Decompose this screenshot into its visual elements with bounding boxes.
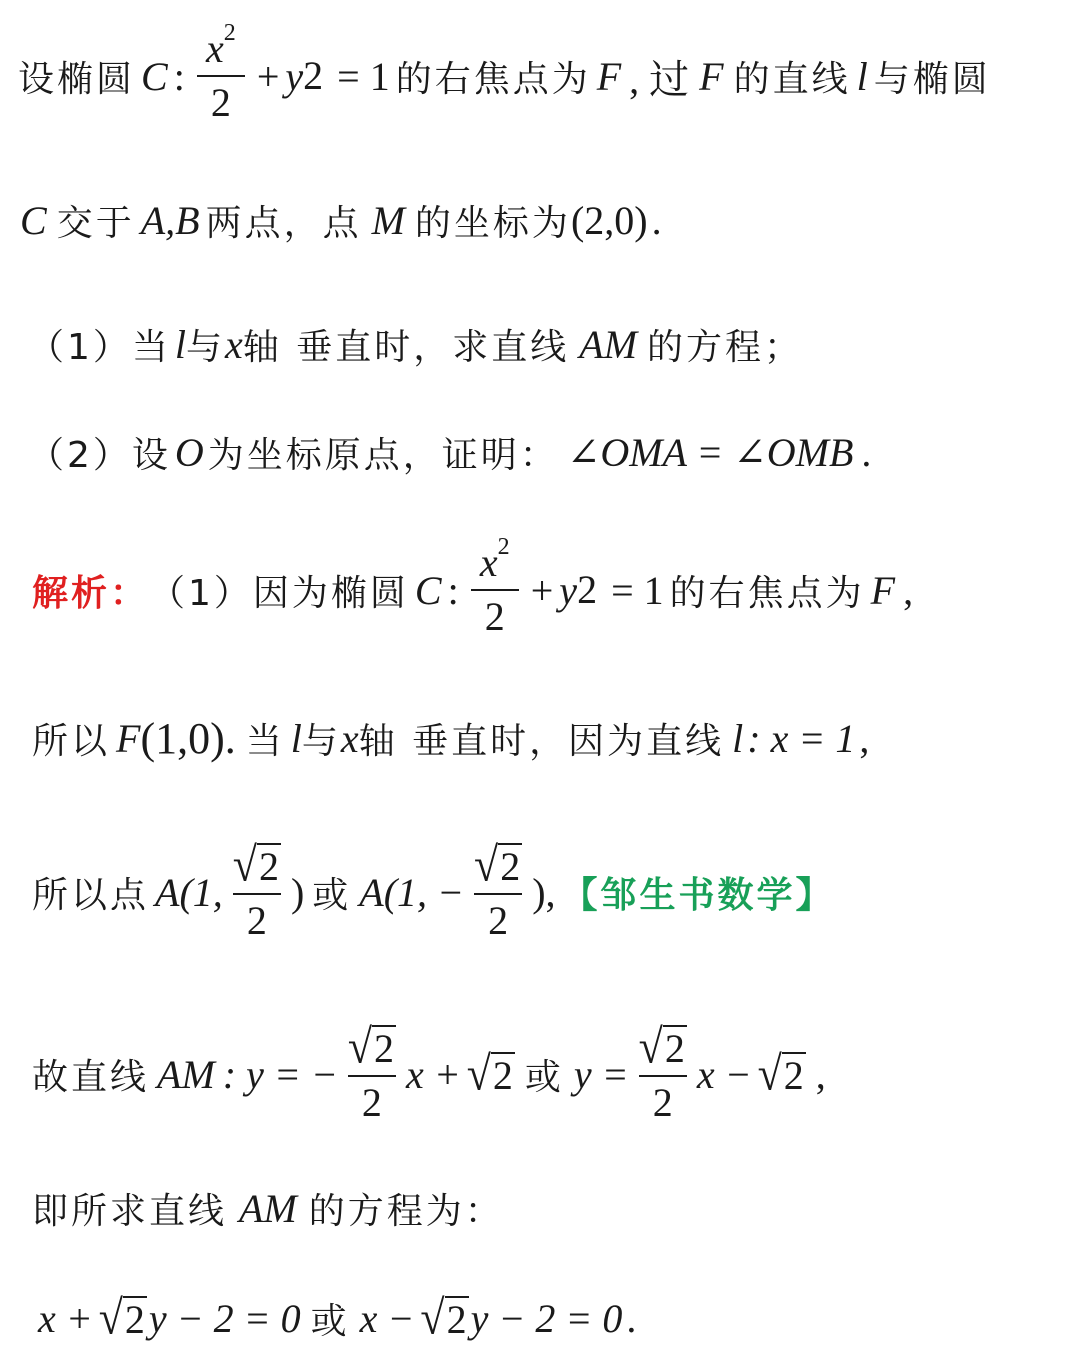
math-var: F	[596, 53, 622, 99]
math-var: F	[870, 567, 896, 613]
solution-line-3	[32, 837, 1080, 943]
math-var: O	[174, 429, 204, 475]
solution-line-6	[38, 1278, 1080, 1358]
text: .	[626, 1295, 637, 1341]
denominator: 2	[233, 893, 281, 941]
text: （1）因为椭圆	[149, 572, 409, 614]
math-expr: (1,0).	[140, 713, 236, 763]
radicand: 2	[446, 1297, 467, 1342]
math-op: +	[530, 567, 554, 613]
math-expr: y − 2 = 0	[470, 1295, 623, 1341]
math-expr: y − 2 = 0	[148, 1295, 301, 1341]
math-expr: y =	[573, 1051, 629, 1097]
solution-label: 解析：	[32, 572, 150, 614]
text: 与椭圆	[873, 58, 991, 100]
text: 两点，点	[205, 202, 362, 244]
text: 或	[524, 1056, 564, 1098]
text: 与	[186, 326, 226, 368]
text: ,	[903, 567, 914, 613]
denominator: 2	[639, 1075, 687, 1123]
text: , 过	[629, 56, 690, 102]
denominator: 2	[348, 1075, 396, 1123]
solution-line-1: 解析： （1）因为椭圆 C : $\frac{x^2}{2}$ + y 2 = 1 的右焦点为 F ,	[32, 534, 914, 639]
math-var: F	[699, 53, 724, 99]
math-expr: A(1, −	[359, 869, 465, 915]
text: 的方程为：	[308, 1190, 504, 1232]
fraction: √ 2 2	[638, 1019, 685, 1125]
math-var: y	[285, 53, 304, 99]
math-var: F	[116, 715, 141, 761]
numerator: x	[205, 26, 224, 71]
text: .	[651, 197, 662, 243]
math-op: :	[173, 53, 185, 99]
radicand: 2	[783, 1053, 804, 1098]
numerator: x	[479, 540, 498, 585]
text: ,	[859, 715, 870, 761]
fraction: √ 2 2	[474, 837, 521, 943]
text: 轴 垂直时，因为直线	[358, 720, 725, 762]
text: 的右焦点为	[395, 58, 591, 100]
math-op: )	[290, 869, 305, 915]
text: （1）当	[28, 326, 171, 368]
math-var: C	[20, 197, 47, 243]
math-var: x	[340, 715, 359, 761]
math-expr: x +	[406, 1051, 461, 1097]
brand-watermark: 【邹生书数学】	[561, 874, 835, 916]
math-op: ),	[532, 869, 556, 915]
math-var: l	[732, 715, 744, 761]
exponent: 2	[223, 20, 236, 46]
text: 即所求直线	[32, 1190, 228, 1232]
text: 为坐标原点，证明：	[207, 434, 559, 476]
fraction	[471, 534, 519, 639]
text: （2）设	[28, 434, 171, 476]
math-var: AM	[157, 1051, 215, 1097]
math-var: C	[141, 53, 168, 99]
text: 轴 垂直时，求直线	[242, 326, 570, 368]
denominator: 2	[474, 893, 522, 941]
math-expr: x +	[38, 1295, 93, 1341]
text: 或	[310, 1300, 350, 1342]
text: 的直线	[733, 58, 851, 100]
radicand: 2	[258, 844, 279, 889]
math-var: C	[414, 567, 442, 613]
math-expr: x −	[359, 1295, 415, 1341]
text: ,	[815, 1051, 826, 1097]
math-expr: A(1,	[155, 869, 223, 915]
radicand: 2	[500, 844, 521, 889]
text: 所以点	[32, 874, 150, 916]
text: 交于	[56, 202, 135, 244]
math-expr: x −	[696, 1051, 752, 1097]
math-var: l	[856, 53, 868, 99]
math-var: AM	[579, 321, 638, 367]
solution-line-2	[32, 698, 1080, 778]
question-1	[28, 304, 1080, 384]
math-var: A,B	[140, 197, 200, 243]
math-var: x	[225, 321, 243, 367]
text: 设椭圆	[18, 58, 136, 100]
math-var: M	[371, 197, 405, 243]
sqrt: √ 2	[757, 1046, 804, 1101]
text: 的坐标为	[414, 202, 571, 244]
sqrt: √ 2	[98, 1290, 145, 1345]
sqrt: √ 2	[420, 1290, 467, 1345]
math-expr: ∠OMA = ∠OMB	[566, 429, 854, 475]
math-op: :	[447, 567, 459, 613]
math-expr: = 1	[611, 567, 664, 613]
text: .	[861, 429, 872, 475]
radicand: 2	[124, 1297, 145, 1342]
denominator: 2	[471, 589, 519, 637]
radicand: 2	[664, 1026, 685, 1071]
problem-line-2	[20, 180, 1080, 260]
solution-line-5	[32, 1168, 1080, 1248]
math-expr: : y = −	[222, 1051, 338, 1097]
sqrt: √ 2	[466, 1046, 513, 1101]
text: 或	[312, 874, 352, 916]
text: 当	[245, 720, 285, 762]
radicand: 2	[492, 1053, 513, 1098]
denominator: 2	[197, 75, 245, 123]
math-var: y	[559, 567, 578, 613]
text: 所以	[32, 720, 111, 762]
problem-line-1: 设椭圆 C : $\frac{x^2}{2}$ + y 2 = 1 的右焦点为 F , 过 F 的直线 l 与椭圆	[18, 20, 991, 125]
text: 与	[301, 720, 341, 762]
exponent: 2	[497, 534, 510, 560]
question-2	[28, 412, 1080, 492]
text: 故直线	[32, 1056, 150, 1098]
fraction: √ 2 2	[347, 1019, 394, 1125]
radicand: 2	[374, 1026, 394, 1071]
solution-line-4	[32, 1019, 1080, 1125]
math-var: AM	[239, 1185, 297, 1231]
text: 的右焦点为	[669, 572, 865, 614]
math-expr: : x = 1	[747, 715, 856, 761]
math-var: l	[290, 715, 302, 761]
math-expr: (2,0)	[570, 197, 648, 243]
math-expr: = 1	[337, 53, 390, 99]
math-op: +	[256, 53, 280, 99]
math-var: l	[174, 321, 187, 367]
text: 的方程；	[647, 326, 804, 368]
fraction: √ 2 2	[232, 837, 279, 943]
fraction	[197, 20, 245, 125]
